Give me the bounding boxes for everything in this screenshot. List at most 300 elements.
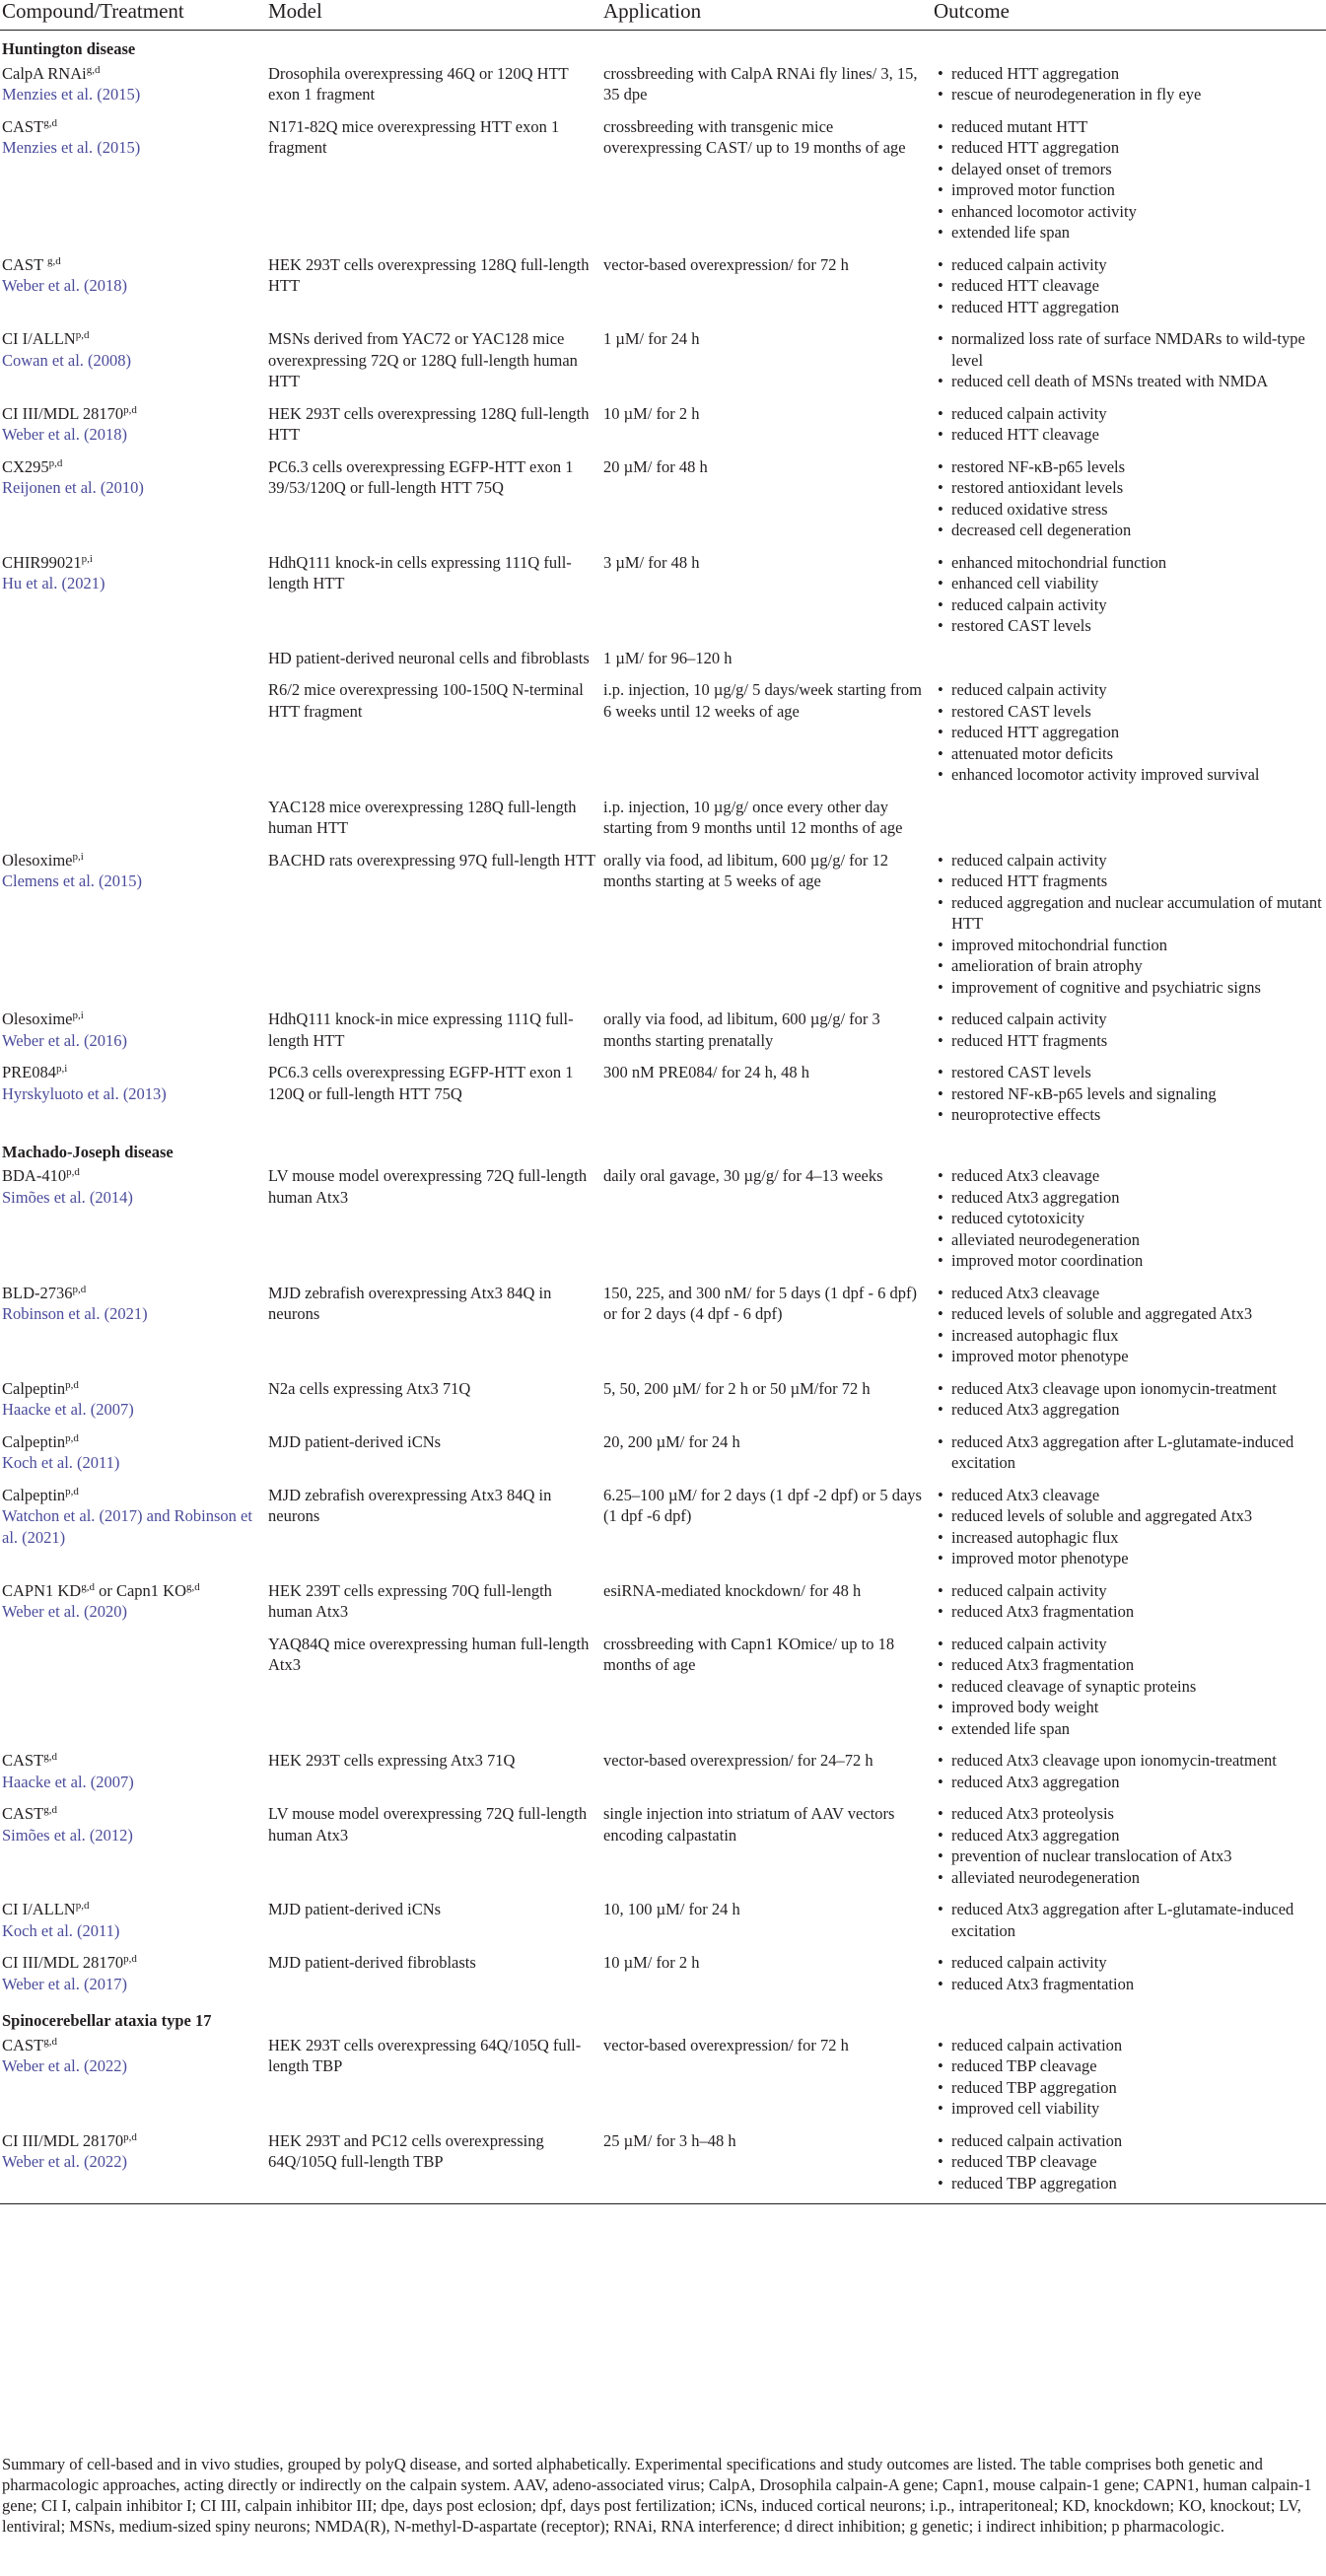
outcome-item: • improved motor phenotype xyxy=(938,1346,1324,1367)
compound-label: CAST xyxy=(2,1804,44,1823)
outcome-list xyxy=(934,1283,1324,1367)
application-cell: orally via food, ad libitum, 600 µg/g/ for 12 months starting at 5 weeks of age xyxy=(603,850,889,890)
compound-name xyxy=(2,1165,264,1187)
outcome-cell xyxy=(932,1949,1326,2002)
outcome-cell xyxy=(932,325,1326,400)
outcome-item: • reduced Atx3 aggregation xyxy=(938,1772,1324,1793)
application-cell: 300 nM PRE084/ for 24 h, 48 h xyxy=(603,1063,810,1081)
outcome-item: • restored antioxidant levels xyxy=(938,477,1324,499)
outcome-cell xyxy=(932,676,1326,794)
table-row xyxy=(0,645,1326,677)
compound-name xyxy=(2,1283,264,1304)
application-cell: crossbreeding with CalpA RNAi fly lines/ 3, 15, 35 dpe xyxy=(603,63,918,104)
outcome-item: • reduced calpain activity xyxy=(938,1009,1324,1030)
outcome-item: • restored CAST levels xyxy=(938,1062,1324,1083)
compound-cell xyxy=(0,60,266,113)
compound-cell xyxy=(0,847,266,1007)
application-cell: 25 µM/ for 3 h–48 h xyxy=(601,2127,932,2204)
model-cell: N171-82Q mice overexpressing HTT exon 1 fragment xyxy=(268,116,560,157)
outcome-item: • reduced Atx3 aggregation xyxy=(938,1399,1324,1421)
model-cell: HEK 293T and PC12 cells overexpressing 64Q/105Q full-length TBP xyxy=(266,2127,601,2204)
table-row xyxy=(0,1059,1326,1134)
compound-cell xyxy=(0,2127,266,2204)
outcome-item: • improvement of cognitive and psychiatric signs xyxy=(938,977,1324,999)
outcome-item: • reduced calpain activity xyxy=(938,1580,1324,1602)
compound-name xyxy=(2,1899,264,1920)
compound-label: CI III/MDL 28170 xyxy=(2,2130,124,2150)
compound-cell xyxy=(0,1631,266,1748)
compound-label: Olesoxime xyxy=(2,1010,73,1028)
model-cell: MJD patient-derived fibroblasts xyxy=(268,1953,476,1972)
compound-cell xyxy=(0,1280,266,1375)
compound-superscript: p,d xyxy=(75,1900,90,1912)
table-row xyxy=(0,2032,1326,2127)
table-row xyxy=(0,1482,1326,1577)
compound-label: PRE084 xyxy=(2,1063,57,1081)
compound-superscript: g,d xyxy=(43,1804,57,1816)
outcome-item: • reduced TBP aggregation xyxy=(938,2077,1324,2099)
outcome-list xyxy=(934,1899,1324,1941)
outcome-list xyxy=(934,1062,1324,1126)
compound-label: CHIR99021 xyxy=(2,552,82,572)
citation-link: Weber et al. (2018) xyxy=(2,425,127,444)
outcome-item: • reduced mutant HTT xyxy=(938,116,1324,138)
outcome-list xyxy=(934,116,1324,244)
compound-label: CalpA RNAi xyxy=(2,63,87,83)
outcome-cell xyxy=(932,1800,1326,1896)
citation-link: Cowan et al. (2008) xyxy=(2,350,132,370)
compound-label: CAST xyxy=(2,2035,44,2054)
compound-superscript: g,d xyxy=(86,63,101,76)
outcome-cell xyxy=(932,400,1326,453)
outcome-list xyxy=(934,850,1324,999)
compound-cell xyxy=(0,1482,266,1577)
outcome-list xyxy=(934,1634,1324,1740)
citation-link: Hyrskyluoto et al. (2013) xyxy=(2,1083,167,1103)
model-cell: MSNs derived from YAC72 or YAC128 mice overexpressing 72Q or 128Q full-length human HTT xyxy=(268,329,578,390)
model-cell: HD patient-derived neuronal cells and fibroblasts xyxy=(268,648,590,667)
outcome-cell xyxy=(932,1059,1326,1134)
outcome-item: • increased autophagic flux xyxy=(938,1325,1324,1347)
compound-label: CAPN1 KD xyxy=(2,1580,82,1600)
citation-link: Robinson et al. (2021) xyxy=(2,1304,148,1323)
compound-label: Calpeptin xyxy=(2,1485,66,1504)
compound-label: CAST xyxy=(2,1751,44,1770)
compound-cell xyxy=(0,453,266,549)
compound-name xyxy=(2,403,264,425)
outcome-item: • improved motor function xyxy=(938,179,1324,201)
outcome-cell xyxy=(932,1747,1326,1800)
outcome-item: • reduced Atx3 fragmentation xyxy=(938,1654,1324,1676)
application-cell: esiRNA-mediated knockdown/ for 48 h xyxy=(603,1580,862,1600)
compound-superscript: p,i xyxy=(72,850,84,863)
outcome-list xyxy=(934,403,1324,446)
model-cell: HEK 293T cells overexpressing 128Q full-length HTT xyxy=(268,403,590,444)
citation-link: Reijonen et al. (2010) xyxy=(2,478,144,497)
model-cell: YAC128 mice overexpressing 128Q full-length human HTT xyxy=(268,797,577,837)
application-cell: crossbreeding with Capn1 KOmice/ up to 18 months of age xyxy=(603,1634,895,1674)
compound-cell xyxy=(0,1428,266,1482)
outcome-cell xyxy=(932,645,1326,677)
compound-name xyxy=(2,254,264,276)
compound-superscript: p,d xyxy=(65,1378,79,1391)
outcome-cell xyxy=(932,1428,1326,1482)
application-cell: 10, 100 µM/ for 24 h xyxy=(603,1900,740,1918)
outcome-item: • restored CAST levels xyxy=(938,615,1324,637)
outcome-item: • enhanced cell viability xyxy=(938,573,1324,594)
compound-name xyxy=(2,552,264,574)
compound-cell xyxy=(0,1059,266,1134)
compound-name xyxy=(2,1485,264,1506)
outcome-item: • extended life span xyxy=(938,222,1324,244)
outcome-cell xyxy=(932,794,1326,847)
citation-link: Menzies et al. (2015) xyxy=(2,85,141,104)
model-cell: HEK 293T cells overexpressing 128Q full-length HTT xyxy=(268,254,590,295)
outcome-list xyxy=(934,1485,1324,1569)
table-caption: Summary of cell-based and in vivo studies, grouped by polyQ disease, and sorted alphabetically. Experimental specifications and study outcomes are listed. The table comprises both genetic and pharmacologic approaches, acting directly or indirectly on the calpain system. AAV, adeno-associated virus; CalpA, Drosophila calpain-A gene; Capn1, mouse calpain-1 gene; CAPN1, human calpain-1 gene; CI I, calpain inhibitor I; CI III, calpain inhibitor III; dpe, days post eclosion; dpf, days post fertilization; iCNs, induced cortical neurons; i.p., intraperitoneal; KD, knockdown; KO, knockout; LV, lentiviral; MSNs, medium-sized spiny neurons; NMDA(R), N-methyl-D-aspartate (receptor); RNAi, RNA interference; d direct inhibition; g genetic; i indirect inhibition; p pharmacologic. xyxy=(2,2455,1312,2536)
table-row xyxy=(0,1375,1326,1428)
compound-label: CAST xyxy=(2,254,48,274)
outcome-item: • reduced TBP cleavage xyxy=(938,2151,1324,2173)
model-cell: HdhQ111 knock-in cells expressing 111Q full-length HTT xyxy=(268,552,572,592)
citation-link: Koch et al. (2011) xyxy=(2,1920,120,1940)
group-title: Machado-Joseph disease xyxy=(2,1142,174,1161)
citation-link: Simões et al. (2014) xyxy=(2,1187,133,1207)
application-cell: crossbreeding with transgenic mice overexpressing CAST/ up to 19 months of age xyxy=(603,116,906,157)
outcome-item: • reduced calpain activation xyxy=(938,2035,1324,2056)
outcome-item: • reduced calpain activity xyxy=(938,403,1324,425)
group-title: Huntington disease xyxy=(2,39,136,58)
compound-cell xyxy=(0,1162,266,1280)
application-cell: orally via food, ad libitum, 600 µg/g/ for 3 months starting prenatally xyxy=(603,1010,880,1050)
compound-cell xyxy=(0,1800,266,1896)
compound-superscript-2: g,d xyxy=(186,1580,200,1593)
compound-cell xyxy=(0,2032,266,2127)
outcome-cell xyxy=(932,2127,1326,2204)
header-compound: Compound/Treatment xyxy=(0,0,266,31)
outcome-item: • alleviated neurodegeneration xyxy=(938,1867,1324,1889)
table-body xyxy=(0,31,1326,2204)
compound-label: CI III/MDL 28170 xyxy=(2,1953,124,1972)
citation-link: Koch et al. (2011) xyxy=(2,1453,120,1472)
compound-name xyxy=(2,1580,264,1602)
model-cell: MJD zebrafish overexpressing Atx3 84Q in neurons xyxy=(268,1485,552,1525)
compound-cell xyxy=(0,400,266,453)
outcome-list xyxy=(934,679,1324,786)
compound-superscript: p,d xyxy=(65,1431,79,1444)
citation-link: Watchon et al. (2017) and Robinson et al. (2021) xyxy=(2,1506,252,1547)
outcome-item: • reduced Atx3 cleavage upon ionomycin-treatment xyxy=(938,1750,1324,1772)
outcome-item: • improved motor phenotype xyxy=(938,1548,1324,1569)
outcome-item: • neuroprotective effects xyxy=(938,1104,1324,1126)
compound-name xyxy=(2,2130,264,2152)
table-row xyxy=(0,453,1326,549)
model-cell: PC6.3 cells overexpressing EGFP-HTT exon 1 120Q or full-length HTT 75Q xyxy=(268,1063,574,1103)
citation-link: Weber et al. (2022) xyxy=(2,2152,127,2171)
application-cell: 5, 50, 200 µM/ for 2 h or 50 µM/for 72 h xyxy=(603,1378,871,1398)
outcome-item: • reduced Atx3 proteolysis xyxy=(938,1803,1324,1825)
compound-superscript: g,d xyxy=(43,116,57,129)
model-cell: HEK 239T cells expressing 70Q full-length human Atx3 xyxy=(268,1580,552,1621)
compound-name xyxy=(2,1803,264,1825)
compound-name xyxy=(2,1062,264,1083)
header-model: Model xyxy=(266,0,601,31)
compound-label: CI III/MDL 28170 xyxy=(2,403,124,423)
outcome-list xyxy=(934,254,1324,318)
citation-link: Clemens et al. (2015) xyxy=(2,871,143,890)
compound-superscript: g,d xyxy=(47,254,61,267)
compound-name xyxy=(2,1952,264,1974)
outcome-item: • restored CAST levels xyxy=(938,701,1324,723)
compound-superscript: g,d xyxy=(43,2035,57,2048)
compound-cell xyxy=(0,1896,266,1949)
outcome-item: • reduced Atx3 fragmentation xyxy=(938,1974,1324,1995)
outcome-item: • enhanced mitochondrial function xyxy=(938,552,1324,574)
outcome-item: • improved cell viability xyxy=(938,2098,1324,2120)
model-cell: PC6.3 cells overexpressing EGFP-HTT exon 1 39/53/120Q or full-length HTT 75Q xyxy=(268,456,574,497)
application-cell: 6.25–100 µM/ for 2 days (1 dpf -2 dpf) or 5 days (1 dpf -6 dpf) xyxy=(603,1485,922,1525)
compound-superscript: p,d xyxy=(66,1166,80,1178)
outcome-item: • reduced HTT fragments xyxy=(938,870,1324,892)
outcome-item: • reduced levels of soluble and aggregated Atx3 xyxy=(938,1505,1324,1527)
outcome-item: • reduced levels of soluble and aggregated Atx3 xyxy=(938,1303,1324,1325)
outcome-item: • amelioration of brain atrophy xyxy=(938,955,1324,977)
model-cell: LV mouse model overexpressing 72Q full-length human Atx3 xyxy=(268,1166,588,1207)
compound-superscript: p,d xyxy=(75,329,90,341)
group-title: Spinocerebellar ataxia type 17 xyxy=(2,2011,212,2030)
outcome-list xyxy=(934,552,1324,637)
outcome-list xyxy=(934,63,1324,105)
table-row xyxy=(0,1896,1326,1949)
outcome-list xyxy=(934,1580,1324,1623)
outcome-item: • increased autophagic flux xyxy=(938,1527,1324,1549)
compound-superscript: g,d xyxy=(43,1751,57,1763)
outcome-item: • restored NF-κB-p65 levels and signaling xyxy=(938,1083,1324,1105)
compound-name xyxy=(2,116,264,138)
outcome-item: • decreased cell degeneration xyxy=(938,520,1324,541)
outcome-item: • alleviated neurodegeneration xyxy=(938,1229,1324,1251)
compound-cell xyxy=(0,113,266,251)
citation-link: Menzies et al. (2015) xyxy=(2,138,141,157)
compound-cell xyxy=(0,1375,266,1428)
outcome-list xyxy=(934,1431,1324,1474)
compound-cell xyxy=(0,1747,266,1800)
compound-label: BLD-2736 xyxy=(2,1283,73,1302)
outcome-item: • reduced TBP aggregation xyxy=(938,2173,1324,2194)
compound-superscript: p,d xyxy=(65,1485,79,1497)
application-cell: vector-based overexpression/ for 72 h xyxy=(603,254,849,274)
table-row xyxy=(0,549,1326,645)
application-cell: 20, 200 µM/ for 24 h xyxy=(603,1431,740,1451)
outcome-item: • reduced Atx3 aggregation xyxy=(938,1825,1324,1846)
outcome-item: • restored NF-κB-p65 levels xyxy=(938,456,1324,478)
compound-superscript: p,d xyxy=(72,1283,87,1295)
compound-name xyxy=(2,1750,264,1772)
outcome-cell xyxy=(932,251,1326,326)
outcome-list xyxy=(934,2035,1324,2120)
group-heading-row xyxy=(0,2002,1326,2032)
table-row xyxy=(0,1747,1326,1800)
outcome-cell xyxy=(932,1162,1326,1280)
compound-superscript: p,d xyxy=(123,403,137,416)
citation-link: Simões et al. (2012) xyxy=(2,1825,133,1845)
model-cell: R6/2 mice overexpressing 100-150Q N-terminal HTT fragment xyxy=(268,680,584,721)
table-row xyxy=(0,2127,1326,2204)
compound-cell xyxy=(0,1949,266,2002)
outcome-cell xyxy=(932,1006,1326,1059)
compound-superscript: g,d xyxy=(81,1580,95,1593)
outcome-item: • reduced HTT cleavage xyxy=(938,275,1324,297)
model-cell: YAQ84Q mice overexpressing human full-length Atx3 xyxy=(268,1634,590,1674)
compound-name xyxy=(2,63,264,85)
outcome-cell xyxy=(932,1896,1326,1949)
table-row xyxy=(0,113,1326,251)
outcome-item: • improved mitochondrial function xyxy=(938,935,1324,956)
compound-cell xyxy=(0,676,266,794)
outcome-item: • improved motor coordination xyxy=(938,1250,1324,1272)
compound-superscript: p,d xyxy=(48,456,63,469)
outcome-cell xyxy=(932,1577,1326,1631)
compound-cell xyxy=(0,549,266,645)
application-cell: daily oral gavage, 30 µg/g/ for 4–13 weeks xyxy=(603,1166,883,1185)
application-cell: i.p. injection, 10 µg/g/ 5 days/week starting from 6 weeks until 12 weeks of age xyxy=(603,680,922,721)
model-cell: HdhQ111 knock-in mice expressing 111Q full-length HTT xyxy=(268,1010,574,1050)
outcome-item: • reduced calpain activation xyxy=(938,2130,1324,2152)
outcome-cell xyxy=(932,1631,1326,1748)
outcome-item: • enhanced locomotor activity xyxy=(938,201,1324,223)
outcome-cell xyxy=(932,60,1326,113)
table-row xyxy=(0,794,1326,847)
outcome-list xyxy=(934,1803,1324,1888)
compound-cell xyxy=(0,794,266,847)
table-header xyxy=(0,0,1326,31)
outcome-item: • reduced Atx3 cleavage upon ionomycin-treatment xyxy=(938,1378,1324,1400)
outcome-list xyxy=(934,1952,1324,1994)
table-row xyxy=(0,1280,1326,1375)
outcome-item: • reduced HTT aggregation xyxy=(938,297,1324,318)
model-cell: MJD patient-derived iCNs xyxy=(268,1431,442,1451)
outcome-item: • reduced cleavage of synaptic proteins xyxy=(938,1676,1324,1698)
table-row xyxy=(0,1162,1326,1280)
compound-label: CI I/ALLN xyxy=(2,329,76,348)
outcome-cell xyxy=(932,2032,1326,2127)
outcome-item: • reduced Atx3 fragmentation xyxy=(938,1601,1324,1623)
application-cell: i.p. injection, 10 µg/g/ once every other day starting from 9 months until 12 months of age xyxy=(603,797,903,837)
compound-label: CX295 xyxy=(2,456,49,476)
outcome-list xyxy=(934,1750,1324,1792)
application-cell: 1 µM/ for 24 h xyxy=(603,329,700,348)
compound-name xyxy=(2,1009,264,1030)
outcome-item: • reduced calpain activity xyxy=(938,1952,1324,1974)
outcome-cell xyxy=(932,1482,1326,1577)
compound-cell xyxy=(0,325,266,400)
citation-link: Haacke et al. (2007) xyxy=(2,1400,134,1419)
outcome-item: • reduced Atx3 cleavage xyxy=(938,1485,1324,1506)
citation-link: Haacke et al. (2007) xyxy=(2,1772,134,1791)
compound-superscript: p,d xyxy=(123,1953,137,1965)
table-row xyxy=(0,1800,1326,1896)
compound-name xyxy=(2,456,264,478)
application-cell: 20 µM/ for 48 h xyxy=(603,456,708,476)
outcome-list xyxy=(934,1378,1324,1421)
outcome-item: • reduced calpain activity xyxy=(938,1634,1324,1655)
application-cell: 10 µM/ for 2 h xyxy=(603,1953,700,1972)
model-cell: LV mouse model overexpressing 72Q full-length human Atx3 xyxy=(268,1804,588,1845)
compound-cell xyxy=(0,1577,266,1631)
model-cell: Drosophila overexpressing 46Q or 120Q HTT exon 1 fragment xyxy=(268,63,569,104)
model-cell: BACHD rats overexpressing 97Q full-length HTT xyxy=(268,850,596,870)
outcome-cell xyxy=(932,113,1326,251)
compound-label: Calpeptin xyxy=(2,1378,66,1398)
model-cell: HEK 293T cells expressing Atx3 71Q xyxy=(268,1751,516,1770)
outcome-item: • normalized loss rate of surface NMDARs to wild-type level xyxy=(938,328,1324,371)
outcome-item: • reduced cytotoxicity xyxy=(938,1208,1324,1229)
compound-label: Calpeptin xyxy=(2,1431,66,1451)
model-cell: MJD zebrafish overexpressing Atx3 84Q in neurons xyxy=(268,1283,552,1323)
outcome-item: • reduced calpain activity xyxy=(938,850,1324,871)
citation-link: Weber et al. (2020) xyxy=(2,1602,127,1621)
outcome-item: • reduced Atx3 cleavage xyxy=(938,1165,1324,1187)
header-outcome: Outcome xyxy=(932,0,1326,31)
outcome-list xyxy=(934,2130,1324,2194)
outcome-cell xyxy=(932,453,1326,549)
outcome-item: • reduced oxidative stress xyxy=(938,499,1324,521)
outcome-item: • enhanced locomotor activity improved survival xyxy=(938,764,1324,786)
application-cell: 10 µM/ for 2 h xyxy=(603,403,700,423)
compound-superscript: p,i xyxy=(72,1010,84,1021)
outcome-item: • improved body weight xyxy=(938,1697,1324,1718)
compound-superscript: p,i xyxy=(81,552,93,565)
compound-superscript: p,i xyxy=(56,1063,68,1075)
compound-name xyxy=(2,1431,264,1453)
table-row xyxy=(0,1006,1326,1059)
outcome-list xyxy=(934,1009,1324,1051)
compound-superscript: p,d xyxy=(123,2130,137,2143)
outcome-list xyxy=(934,456,1324,541)
citation-link: Weber et al. (2017) xyxy=(2,1974,127,1993)
outcome-item: • prevention of nuclear translocation of Atx3 xyxy=(938,1845,1324,1867)
outcome-item: • reduced Atx3 aggregation after L-glutamate-induced excitation xyxy=(938,1431,1324,1474)
table-row xyxy=(0,1949,1326,2002)
model-cell: N2a cells expressing Atx3 71Q xyxy=(268,1378,471,1398)
citation-link: Weber et al. (2016) xyxy=(2,1030,127,1050)
table-row xyxy=(0,847,1326,1007)
compound-name xyxy=(2,2035,264,2056)
compound-label: Olesoxime xyxy=(2,850,73,870)
compound-label: BDA-410 xyxy=(2,1166,67,1185)
outcome-item: • rescue of neurodegeneration in fly eye xyxy=(938,84,1324,105)
outcome-cell xyxy=(932,1280,1326,1375)
outcome-item: • reduced HTT aggregation xyxy=(938,63,1324,85)
outcome-list xyxy=(934,1165,1324,1272)
compound-name xyxy=(2,850,264,871)
outcome-item: • reduced HTT aggregation xyxy=(938,137,1324,159)
compound-label-2: or Capn1 KO xyxy=(94,1580,187,1600)
outcome-item: • reduced cell death of MSNs treated with NMDA xyxy=(938,371,1324,392)
compound-label: CAST xyxy=(2,116,44,136)
model-cell: MJD patient-derived iCNs xyxy=(268,1900,442,1918)
outcome-item: • reduced aggregation and nuclear accumulation of mutant HTT xyxy=(938,892,1324,935)
application-cell: 1 µM/ for 96–120 h xyxy=(603,648,733,667)
outcome-cell xyxy=(932,847,1326,1007)
table-row xyxy=(0,676,1326,794)
application-cell: 150, 225, and 300 nM/ for 5 days (1 dpf - 6 dpf) or for 2 days (4 dpf - 6 dpf) xyxy=(603,1283,918,1323)
outcome-item: • reduced HTT cleavage xyxy=(938,424,1324,446)
compound-cell xyxy=(0,1006,266,1059)
citation-link: Weber et al. (2018) xyxy=(2,276,127,295)
outcome-item: • reduced Atx3 aggregation xyxy=(938,1187,1324,1209)
application-cell: 3 µM/ for 48 h xyxy=(603,552,700,572)
